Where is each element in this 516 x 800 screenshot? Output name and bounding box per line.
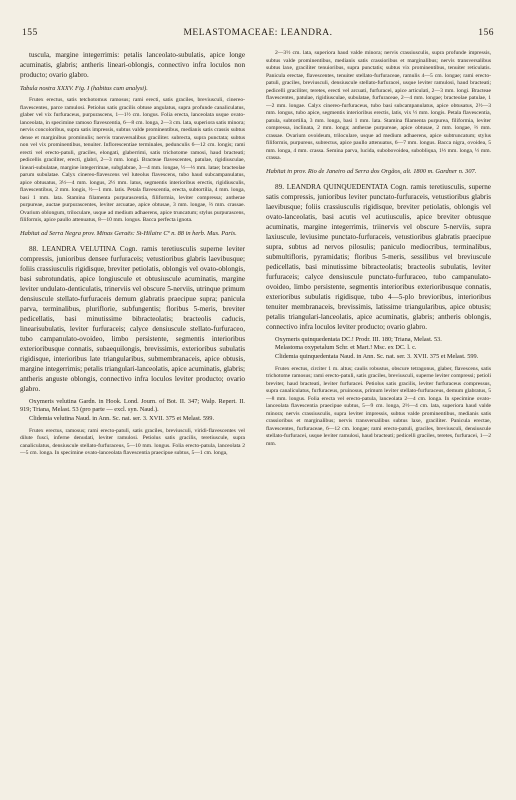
description-continuation: 2—3½ cm. lata, superiora haud valde minora; nervis crassiusculis, supra profunde impressis, subtus valde prominentibus, medianis satis crassioribus et marginalibus; nervis transversalibus subtus laxe, graciliter tenuioribus, supra punctatis; subtus vix prominentibus, tenuiter reticulatis. Panicula erectae, flavescentes, tenuiter stellato-furfuraceae, ramulis 4—5 cm. longae; rami erecto-patuli, graciles, breviusculi, densiuscule stellato-furfuracei, usque leviter ramulosi, haud bracteati; pedicelli graciliter, teretes, erecti vel arcuati, furfuracei, apice articulati, 2—3 mm. longi. Bracteae flavescentes, patulae, rigidiusculae, subulatae, furfuraceae, 2—4 mm. longae; bracteolae patulae, 1—2 mm. longae. Calyx cinereo-furfuraceus, tubo basi subcampanulatus, apice obtusatus, 2½—3 mm. longus, tubo apice, segmentis interioribus erectis, latis, vix ½ mm. longis. Petala flavescentia, patula, subtortilia, 3 mm. longa, basi 1 mm. lata. Stamina filamenta purpurea, filiformia, leviter compressa, inclinata, 2 mm. longa; antherae purpureae, apice obtusae, 2 mm. longae, ⅔ mm. crassae. Ovarium ovoideum, triloculare, usque ad medium adhaerens, apice subtruncatum; stylus filiformis, purpureus, subrectus, apice paullo attenuatus, 6—7 mm. longus. Bacca nigra, ovoidea, 5 mm. longa, 4 mm. crassa. Semina parva, lucida, subobovoidea, subobliqua, 1⅓ mm. longa, ½ mm. crassa. [266,50,491,161]
page-number-left: 155 [22,28,38,38]
description-paragraph: Frutex erectus, ramosus; rami erecto-patuli, satis graciles, breviusculi, viridi-flavescentes vel dilute fusci, inferne denudati, leviter ramulosi. Petiolus satis gracilis, teretiuscule, supra canaliculatus, densiuscule stellato-furfuraceus, 5—10 mm. longus. Folia erecto-patula, lanceolata 2—5 cm. longa. In specimine ovato-lanceolata flavescentia praecipue subtus, 5—1 cm. longa, [20,427,245,457]
running-head [22,28,494,42]
synonym-melastoma-oxypetalum: Melastoma oxypetalum Schr. et Mart.! Msc. ex DC. l. c. [275,344,417,352]
synonym-oxymeris-quinquedentata: Oxymeris quinquedentata DC.! Prodr. III. 180; Triana, Melast. 53. [275,335,442,343]
synonym-clidemia-velutina: Clidemia velutina Naud. in Ann. Sc. nat. ser. 3. XVII. 375 et Melast. 599. [29,415,215,423]
species-entry-89: 89. LEANDRA QUINQUEDENTATA Cogn. ramis teretiusculis, superne satis compressis, junioribus leviter punctato-furfuraceis, vetustioribus glabris laevibusque; foliis crassiusculis rigidisque, breviter petiolatis, oblongis vel ovato-lanceolatis, basi acutis vel acutiusculis, apice breviter obtusque acuminatis, margine integerrimis, triinervis vel obscure 5-nerviis, supra laxiuscule, leviusime punctato-furfuraceis, vetustioribus glabratis praecipue supra, subtus ad nervos pilosulis; paniculo mediocribus, terminalibus, submultifloris, pyramidatis; floribus 5-meris, sessilibus vel breviuscule pedicellatis, basi minutissime bibracteolatis; bracteolis subulatis, leviter furfuraceis; calyce densiuscule punctato-furfuraceo, tubo campanulato-ovoideo, limbo persistente, segmentis interioribus exterioribusque connatis, exterioribus subulatis rigidisque, tubo 4—5-plo brevioribus, interioribus tenuiter membranaceis, brevissimis, latissime triangularibus, apice obtusis; petalis triangulari-lanceolatis, apice acuminatis, glabris; antheris oblongis, connectivo infra loculos leviter producto; ovario glabro. [266,182,491,331]
diagnosis-continuation: tuscula, margine integerrimis: petalis lanceolato-subulatis, apice longe acuminatis, glabris; antheris lineari-oblongis, connectivo infra loculos non producto; ovario glabro. [20,51,245,79]
left-column [20,50,245,790]
habitat-note: Habitat ad Serra Negra prov. Minas Geraës: St-Hilaire Cº n. 88 in herb. Mus. Paris. [20,229,237,237]
plate-reference: Tabula nostra XXXV. Fig. I (habitus cum analysi). [20,85,148,92]
page-number-right: 156 [478,28,494,38]
habitat-note: Habitat in prov. Rio de Janeiro ad Serra dos Orgãos, alt. 1800 m. Gardner n. 307. [266,167,477,175]
description-paragraph: Frutex erectus, circiter 1 m. altus; caulis robustus, obscure tetragonus, glaber, flavescens, satis trichotome ramosus; rami erecto-patuli, satis graciles, breviusculi, superne leviter compressi; petioli breviter, haud bracteati, leviter furfuracei. Petiolus satis gracilis, leviter furfuraceus compressus, supra canaliculatus, furfuraceus, pruinosus, primum leviter stellato-furfuraceus, demum glabratus, 5—8 mm. longus. Folia erecta vel erecto-patula, lanceolata 2—4 cm. longa. In specimine ovato-lanceolata flavescentia praecipue subtus, 5—9 cm. longa, 2½—4 cm. lata, superiora haud valde minora; nervis crassiusculis, supra leviter impressis, subtus valde prominentibus, medianis satis crassioribus et marginalibus; nervis transversalibus subtus laxe, graciliter. Panicula erectae, flavescentes, furfuraceae, 6—12 cm. longae; rami erecto-patuli, graciles, breviusculi, densiuscule stellato-furfuracei, usque leviter ramulosi, haud bracteati; pedicelli graciles, teretes, furfuracei, 1—2 mm. [266,365,491,447]
synonym-clidemia-quinquedentata: Clidemia quinquedentata Naud. in Ann. Sc. nat. ser. 3. XVII. 375 et Melast. 599. [275,353,479,361]
description-paragraph: Frutex erectus, satis tetchotomus ramosus; rami erecti, satis graciles, breviusculi, cinereo-flavescentes, parce ramulosi. Petiolus satis gracilis obtuse angulatus, supra profunde canaliculatus, glaber vel vix furfuraceus, purpurascens, 1—1½ cm. longus. Folia erecta, lanceolata usque ovato-lanceolata, in specimine ramoso flavescentia, 6—8 cm. longa, 2—3 cm. lata, superiora satis minora; nervis concoloribus, supra satis impressis, subtus valde prominentibus, medianis satis crassis subtus dense et marginibus prominulis; nervis transversalibus graciliter. subrecta, supra punctata; subtus non vel vix prominentibus, tenuiter. Inflorescentiae terminales, pedunculis 6—12 cm. longis; rami erecti vel erecto-patuli, graciles, elongati, glaberrimi, satis trichotome ramosi, haud bracteati; pedicellis graciliter, erecti, glabri, 2—3 mm. longi. Bracteae flavescentes, patulae, rigidiusculae, lineari-subulatae, margine integerrimae, subglabrae, 3—4 mm. longae, ½—⅓ mm. latae; bracteolae parum subulatae. Calyx cinereo-flavescens vel luteolus flavescens, tubo haud subcampanulatus, apice obtusatus, 3½—4 mm. longus, 2½ mm. latus, segmentis interioribus erectis, rigidiusculis, flavescentibus, 2 mm. longis, ½—1 mm. latis. Petala flavescentia, erecta, subtortilia, 4 mm. longa, basi 1 mm. lata. Stamina filamenta purpurascentia, filiformia, leviter compressa; antherae purpureae, auctae purpurascentes, leviter arcuatae, apice obtusae, 3 mm. longae, ⅔ mm. crassae. Ovarium oblongum, triloculare, usque ad medium adhaerens, apice truncatum; stylus purpurascens, filiformis, apice paullo attenuatus, 8—10 mm. longus. Bacca perfecta ignota. [20,97,245,223]
running-title: MELASTOMACEAE: LEANDRA. [183,28,333,38]
right-column [266,50,491,790]
species-entry-88: 88. LEANDRA VELUTINA Cogn. ramis teretiusculis superne leviter compressis, junioribus densee furfuraceis; vetustioribus glabris laevibusque; foliis crassiusculis rigidisque, breviter petiolatis, oblongis vel ovato-oblongis, basi subrotundatis, apice longiuscule et obtusiuscule acuminatis, margine leviter undulato-denticulatis, trinerviis vel obscure 5-nerviis, utrinque primum densiuscule stellato-furfuraceis demum glabratis praecipue supra; panicula parva, terminalibus, pluriflorie, subfungentis; floribus 5-meris, breviter pedicellatis, basi minutissime bibracteolatis; bracteolis caducis, linearisubulatis, leviter furfuraceis; calyce densiuscule stellato-furfuraceo, tubo campanulato-ovoideo, limbo persistente, segmentis interioribus exterioribusque connatis, subaequilongis, brevissimis, exterioribus subulatis rigidisque, interioribus late triangularibus, submembranaceis, apice obtusis, margine integerrimis; petalis triangulari-lanceolatis, apice acuminatis, glabris; antheris anguste oblongis, connectivo infra loculos leviter producto; ovario glabro. [20,244,245,393]
synonym-oxymeris-velutina: Oxymeris velutina Gardn. in Hook. Lond. Journ. of Bot. II. 347; Walp. Repert. II. 919; Triana, Melast. 53 (pro parte — excl. syn. Naud.). [20,397,245,414]
